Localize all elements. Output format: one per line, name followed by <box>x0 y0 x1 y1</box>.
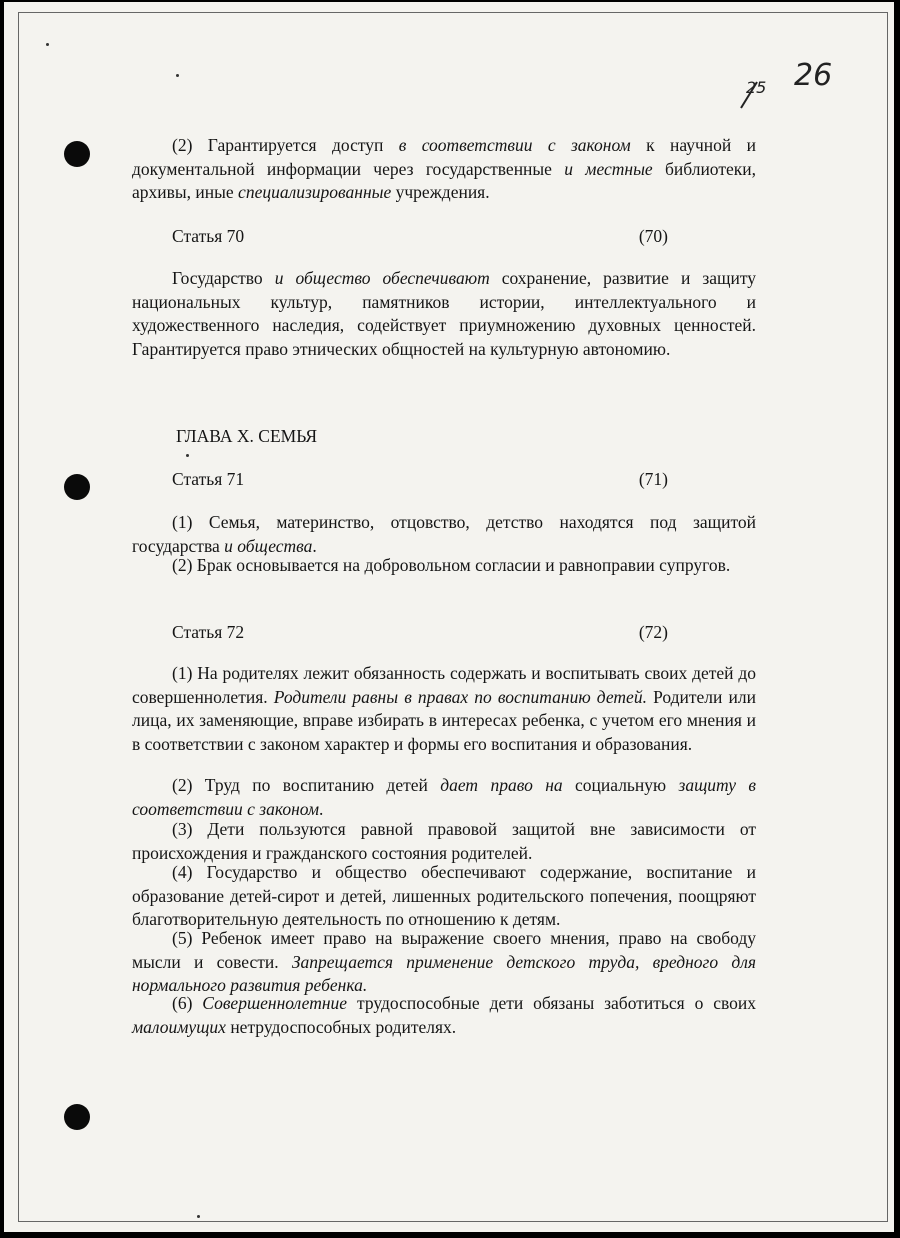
chapter-heading: ГЛАВА X. СЕМЬЯ <box>176 426 317 446</box>
article-72-p4: (4) Государство и общество обеспечивают содержание, воспитание и образование детей-сирот и детей, лишенных родительского попечения, поощряют благотворительную деятельность по отношению к детям. <box>132 862 756 929</box>
article-title: Статья 72 <box>172 622 245 642</box>
article-ref: (70) <box>638 226 668 246</box>
page-number-original: 25 <box>746 78 767 97</box>
article-71-p1: (1) Семья, материнство, отцовство, детство находятся под защитой государства и общества. <box>132 512 756 556</box>
article-ref: (72) <box>638 622 668 642</box>
article-71-p2: (2) Брак основывается на добровольном согласии и равноправии супругов. <box>172 555 731 575</box>
article-ref: (71) <box>638 469 668 489</box>
page-number-handwritten: 26 <box>794 58 833 93</box>
article-72-heading <box>172 621 668 645</box>
scan-speck <box>197 1215 200 1218</box>
article-72-p2: (2) Труд по воспитанию детей дает право на социальную защиту в соответствии с законом. <box>132 775 756 819</box>
punch-hole <box>64 474 90 500</box>
paragraph-access-information: (2) Гарантируется доступ в соответствии с законом к научной и документальной информации через государственные и местные библиотеки, архивы, иные специализированные учреждения. <box>132 135 756 202</box>
article-72-p1: (1) На родителях лежит обязанность содержать и воспитывать своих детей до совершеннолетия. Родители равны в правах по воспитанию детей. Родители или лица, их заменяющие, вправе избирать в интересах ребенка, с учетом его мнения и в соответствии с законом характер и формы его воспитания и образования. <box>132 663 757 754</box>
article-72-p5: (5) Ребенок имеет право на выражение своего мнения, право на свободу мысли и совести. Запрещается применение детского труда, вредного для нормального развития ребенка. <box>132 928 756 995</box>
article-71-heading <box>172 468 668 492</box>
punch-hole <box>64 1104 90 1130</box>
scan-speck <box>186 454 189 457</box>
strikethrough-mark <box>737 80 763 110</box>
scan-speck <box>46 43 49 46</box>
article-72-p3: (3) Дети пользуются равной правовой защитой вне зависимости от происхождения и гражданского состояния родителей. <box>132 819 756 863</box>
document-page <box>4 2 894 1232</box>
punch-hole <box>64 141 90 167</box>
article-70-heading <box>172 225 668 249</box>
article-72-p6: (6) Совершеннолетние трудоспособные дети обязаны заботиться о своих малоимущих нетрудоспособных родителях. <box>132 993 756 1037</box>
article-70-text: Государство и общество обеспечивают сохранение, развитие и защиту национальных культур, памятников истории, интеллектуального и художественного наследия, содействует приумножению духовных ценностей. Гарантируется право этнических общностей на культурную автономию. <box>132 268 757 359</box>
article-title: Статья 70 <box>172 226 245 246</box>
scan-speck <box>176 74 179 77</box>
article-title: Статья 71 <box>172 469 245 489</box>
